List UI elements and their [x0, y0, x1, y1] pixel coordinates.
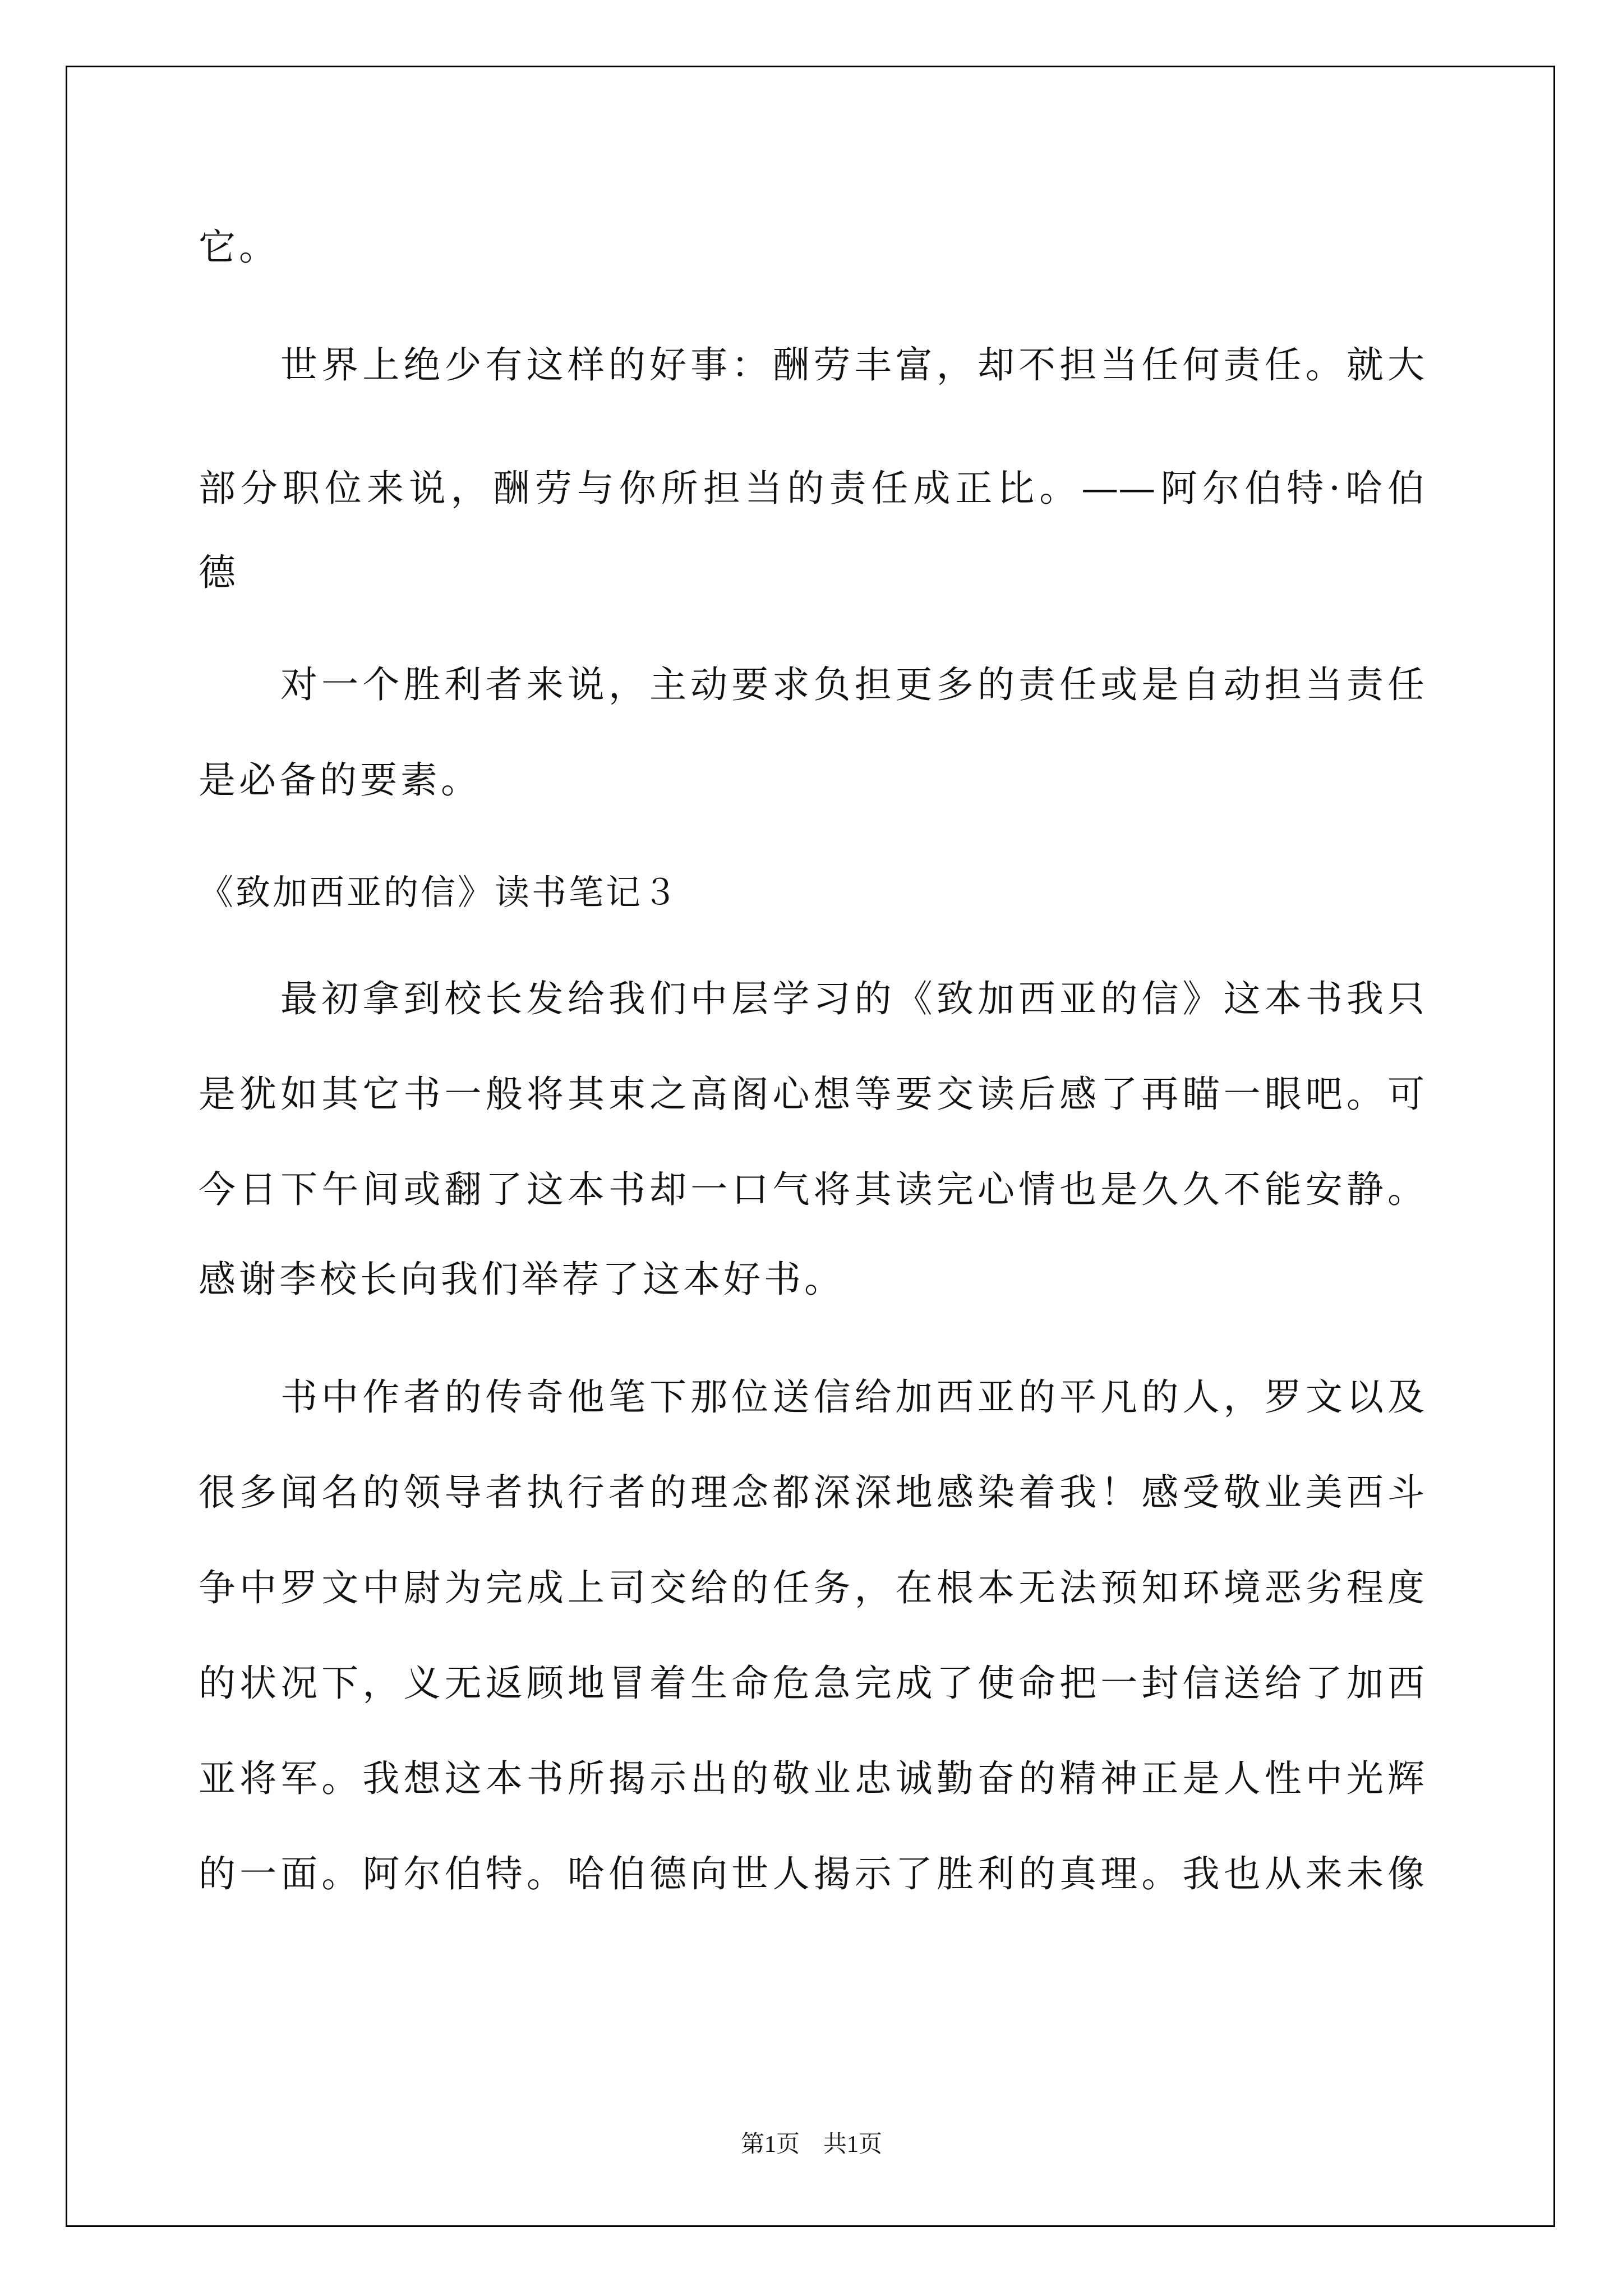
text-line-13: 争中罗文中尉为完成上司交给的任务，在根本无法预知环境恶劣程度 — [199, 1566, 1424, 1609]
text-line-6: 是必备的要素。 — [199, 758, 481, 802]
page-footer: 第1页 共1页 — [740, 2132, 882, 2157]
text-line-5: 对一个胜利者来说，主动要求负担更多的责任或是自动担当责任 — [280, 663, 1424, 706]
text-line-14: 的状况下，义无返顾地冒着生命危急完成了使命把一封信送给了加西 — [199, 1662, 1424, 1705]
text-line-9: 今日下午间或翻了这本书却一口气将其读完心情也是久久不能安静。 — [199, 1168, 1424, 1211]
text-line-12: 很多闻名的领导者执行者的理念都深深地感染着我！感受敬业美西斗 — [199, 1471, 1424, 1514]
section-heading: 《致加西亚的信》读书笔记３ — [199, 872, 680, 913]
page-border — [66, 66, 1555, 2227]
text-line-4: 德 — [199, 551, 239, 594]
text-line-10: 感谢李校长向我们举荐了这本好书。 — [199, 1258, 845, 1301]
text-line-2: 世界上绝少有这样的好事：酬劳丰富，却不担当任何责任。就大 — [280, 343, 1424, 386]
text-line-1: 它。 — [199, 226, 279, 269]
text-line-16: 的一面。阿尔伯特。哈伯德向世人揭示了胜利的真理。我也从来未像 — [199, 1852, 1424, 1895]
text-line-11: 书中作者的传奇他笔下那位送信给加西亚的平凡的人，罗文以及 — [280, 1375, 1424, 1419]
text-line-3: 部分职位来说，酬劳与你所担当的责任成正比。——阿尔伯特·哈伯 — [199, 467, 1424, 510]
text-line-15: 亚将军。我想这本书所揭示出的敬业忠诚勤奋的精神正是人性中光辉 — [199, 1757, 1424, 1800]
text-line-7: 最初拿到校长发给我们中层学习的《致加西亚的信》这本书我只 — [280, 977, 1424, 1020]
text-line-8: 是犹如其它书一般将其束之高阁心想等要交读后感了再瞄一眼吧。可 — [199, 1073, 1424, 1116]
